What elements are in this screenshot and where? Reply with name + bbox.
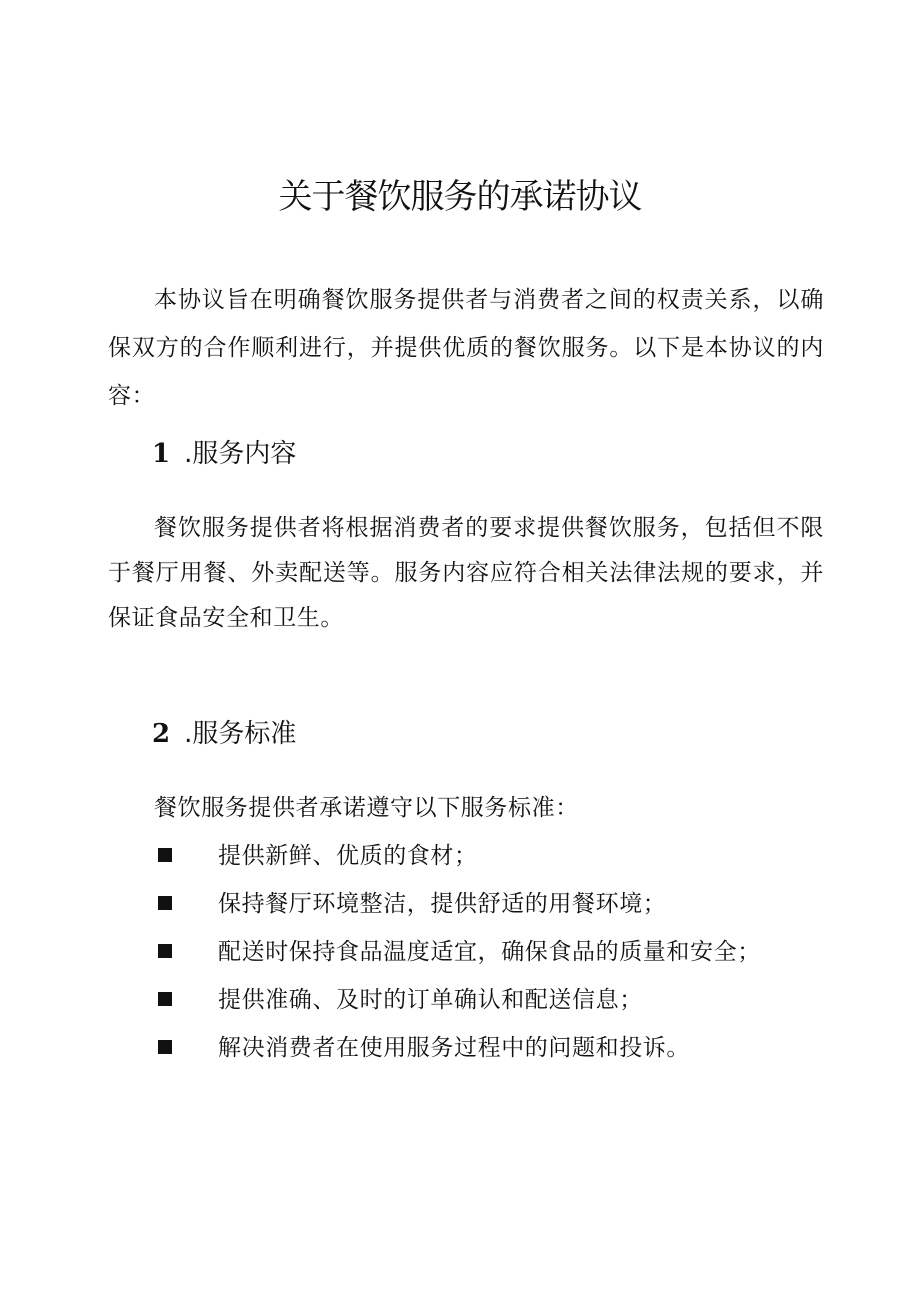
square-bullet-icon bbox=[158, 992, 172, 1006]
section-1-heading-text: .服务内容 bbox=[184, 439, 297, 469]
section-1-body: 餐饮服务提供者将根据消费者的要求提供餐饮服务，包括但不限于餐厅用餐、外卖配送等。服务内容应符合相关法律法规的要求，并保证食品安全和卫生。 bbox=[108, 515, 824, 631]
square-bullet-icon bbox=[158, 944, 172, 958]
list-item-text: 提供准确、及时的订单确认和配送信息； bbox=[218, 987, 643, 1013]
section-2-lead: 餐饮服务提供者承诺遵守以下服务标准： bbox=[154, 795, 579, 821]
document-title: 关于餐饮服务的承诺协议 bbox=[278, 177, 642, 217]
section-1-number: 1 bbox=[152, 439, 171, 469]
section-2-heading-text: .服务标准 bbox=[184, 719, 297, 749]
square-bullet-icon bbox=[158, 1040, 172, 1054]
square-bullet-icon bbox=[158, 896, 172, 910]
list-item-text: 配送时保持食品温度适宜，确保食品的质量和安全； bbox=[218, 939, 761, 965]
intro-paragraph: 本协议旨在明确餐饮服务提供者与消费者之间的权责关系，以确保双方的合作顺利进行，并提供优质的餐饮服务。以下是本协议的内容： bbox=[108, 287, 824, 409]
list-item-text: 提供新鲜、优质的食材； bbox=[218, 843, 478, 869]
square-bullet-icon bbox=[158, 848, 172, 862]
section-2-number: 2 bbox=[152, 719, 171, 749]
section-2-heading bbox=[152, 714, 296, 754]
list-item-text: 保持餐厅环境整洁，提供舒适的用餐环境； bbox=[218, 891, 667, 917]
section-1-heading bbox=[152, 434, 296, 474]
list-item-text: 解决消费者在使用服务过程中的问题和投诉。 bbox=[218, 1035, 690, 1061]
